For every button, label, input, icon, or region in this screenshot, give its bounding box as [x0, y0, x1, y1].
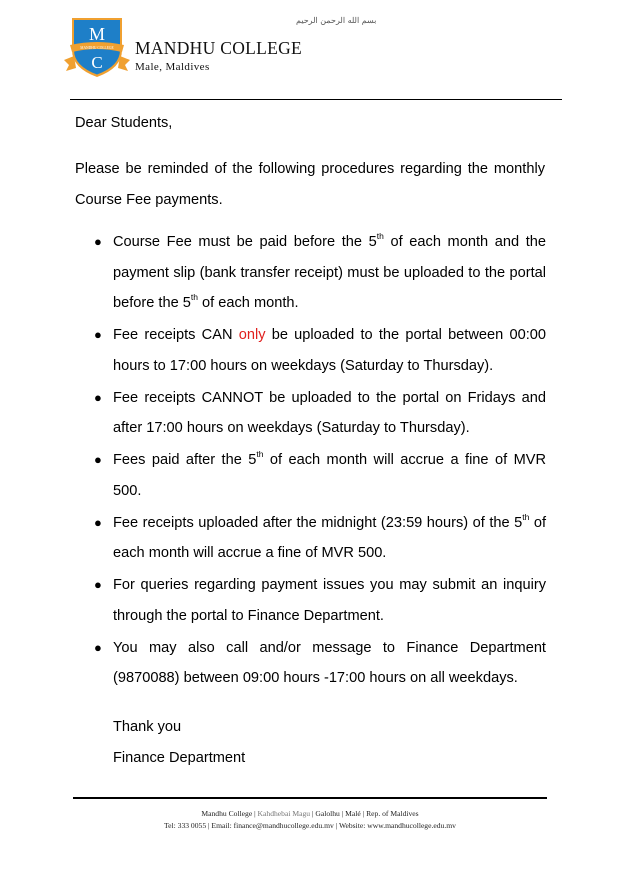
- bullet-icon: ●: [94, 639, 102, 655]
- procedure-list: [94, 227, 546, 695]
- list-item: ● You may also call and/or message to Finance Department (9870088) between 09:00 hours -17:00 hours on all weekdays.: [94, 633, 546, 694]
- list-item: ● Fee receipts uploaded after the midnight (23:59 hours) of the 5th of each month will accrue a fine of MVR 500.: [94, 508, 546, 569]
- footer-address: Mandhu College | Kahdhebai Magu | Galolhu | Malé | Rep. of Maldives: [201, 809, 419, 818]
- list-item: ● Course Fee must be paid before the 5th of each month and the payment slip (bank transfer receipt) must be uploaded to the portal before the 5th of each month.: [94, 227, 546, 319]
- intro-paragraph: Please be reminded of the following procedures regarding the monthly Course Fee payments.: [75, 161, 545, 208]
- footer-divider: [73, 797, 547, 799]
- bullet-icon: ●: [94, 234, 102, 249]
- emphasis-only: only: [238, 327, 266, 343]
- logo-letter-m: M: [88, 24, 106, 44]
- bismillah-calligraphy: بسم الله الرحمن الرحيم: [296, 16, 377, 25]
- bullet-icon: ●: [94, 452, 102, 467]
- college-location: Male, Maldives: [135, 61, 210, 73]
- salutation: Dear Students,: [75, 115, 173, 131]
- closing: Thank you: [113, 719, 182, 735]
- college-name: MANDHU COLLEGE: [135, 38, 303, 58]
- signature: Finance Department: [113, 750, 246, 766]
- header-divider: [70, 99, 562, 100]
- college-logo-icon: [62, 16, 132, 78]
- list-item: ● For queries regarding payment issues you may submit an inquiry through the portal to Finance Department.: [94, 570, 546, 631]
- list-item: ● Fees paid after the 5th of each month will accrue a fine of MVR 500.: [94, 445, 546, 506]
- footer-contact: Tel: 333 0055 | Email: finance@mandhucollege.edu.mv | Website: www.mandhucollege.edu.mv: [164, 821, 456, 830]
- list-item: ● Fee receipts CAN only be uploaded to the portal between 00:00 hours to 17:00 hours on weekdays (Saturday to Thursday).: [94, 320, 546, 381]
- bullet-icon: ●: [94, 327, 102, 342]
- logo-banner-text: MANDHU COLLEGE: [80, 46, 114, 50]
- bullet-icon: ●: [94, 577, 102, 592]
- bullet-icon: ●: [94, 514, 102, 530]
- list-item: ● Fee receipts CANNOT be uploaded to the portal on Fridays and after 17:00 hours on weekdays (Saturday to Thursday).: [94, 383, 546, 444]
- bullet-icon: ●: [94, 389, 102, 405]
- logo-letter-c: C: [91, 53, 103, 72]
